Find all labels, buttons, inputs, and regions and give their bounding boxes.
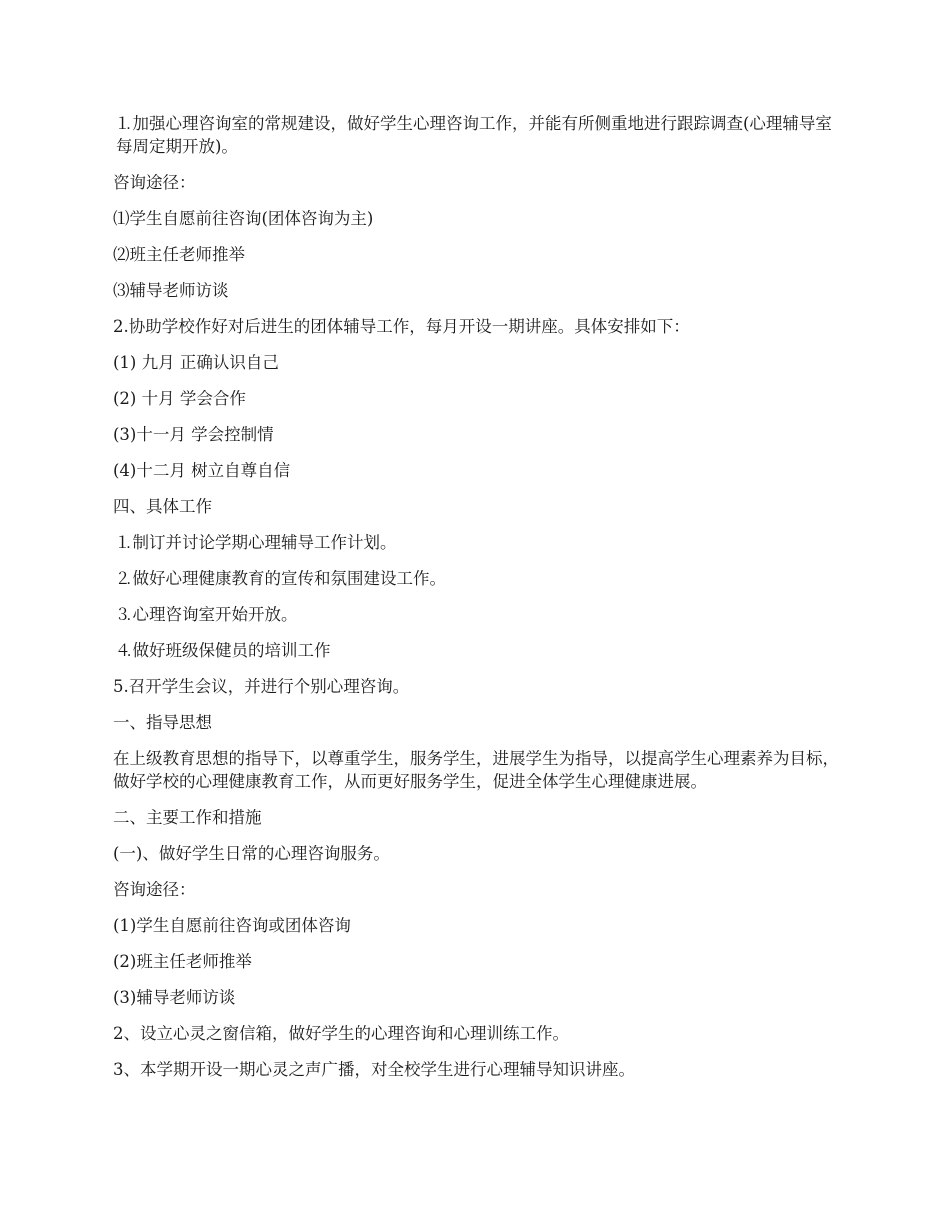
paragraph-consult-way-3: ⑶辅导老师访谈 [113,281,229,300]
paragraph-consult-way-5: (2)班主任老师推举 [113,952,252,971]
paragraph-schedule-1: (1) 九月 正确认识自己 [113,353,279,372]
paragraph-consult-label-2: 咨询途径： [113,880,196,899]
paragraph-task-2: ⒉做好心理健康教育的宣传和氛围建设工作。 [116,569,446,588]
paragraph-task-3: ⒊心理咨询室开始开放。 [116,605,298,624]
paragraph-broadcast: 3、本学期开设一期心灵之声广播，对全校学生进行心理辅导知识讲座。 [113,1060,635,1079]
paragraph-task-5: 5.召开学生会议，并进行个别心理咨询。 [113,677,410,696]
paragraph-schedule-2: (2) 十月 学会合作 [113,389,246,408]
paragraph-task-4: ⒋做好班级保健员的培训工作 [116,641,331,660]
paragraph-task-1: ⒈制订并讨论学期心理辅导工作计划。 [116,533,397,552]
section-heading-4: 四、具体工作 [113,497,212,516]
paragraph-schedule-3: (3)十一月 学会控制情 [113,425,274,444]
paragraph-subsection-1: (一)、做好学生日常的心理咨询服务。 [113,844,390,863]
paragraph-consult-way-4: (1)学生自愿前往咨询或团体咨询 [113,916,351,935]
paragraph-item-1: ⒈加强心理咨询室的常规建设，做好学生心理咨询工作，并能有所侧重地进行跟踪调查(心理辅导室每周定期开放)。 [116,114,832,156]
paragraph-consult-label-1: 咨询途径： [113,173,196,192]
paragraph-schedule-4: (4)十二月 树立自尊自信 [113,461,291,480]
paragraph-mailbox: 2、设立心灵之窗信箱，做好学生的心理咨询和心理训练工作。 [113,1024,569,1043]
section-heading-2: 二、主要工作和措施 [113,808,262,827]
paragraph-guiding-thought: 在上级教育思想的指导下，以尊重学生，服务学生，进展学生为指导，以提高学生心理素养为目标，做好学校的心理健康教育工作，从而更好服务学生，促进全体学生心理健康进展。 [113,749,839,791]
paragraph-item-2: 2.协助学校作好对后进生的团体辅导工作，每月开设一期讲座。具体安排如下： [113,317,690,336]
paragraph-consult-way-1: ⑴学生自愿前往咨询(团体咨询为主) [113,209,374,228]
section-heading-1: 一、指导思想 [113,713,212,732]
paragraph-consult-way-2: ⑵班主任老师推举 [113,245,245,264]
document-body [113,112,843,1094]
paragraph-consult-way-6: (3)辅导老师访谈 [113,988,236,1007]
